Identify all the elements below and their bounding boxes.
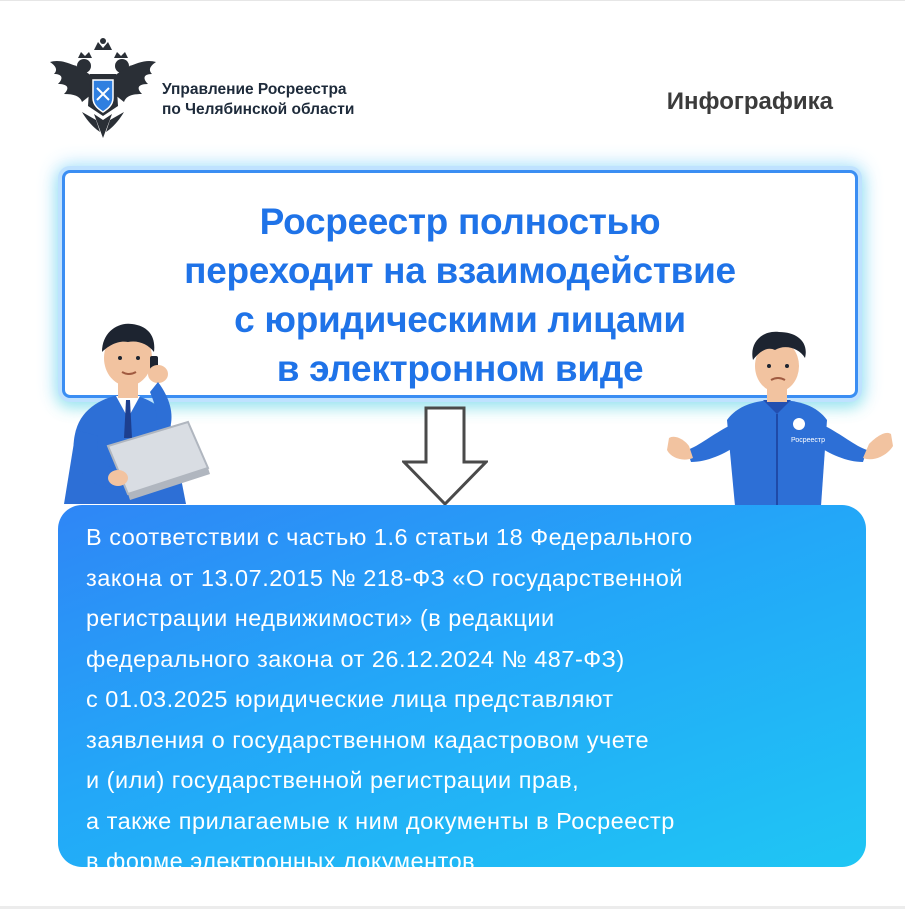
right-badge-text: Росреестр xyxy=(791,437,826,444)
info-text xyxy=(86,517,693,882)
down-arrow-icon xyxy=(402,406,488,506)
info-line-3: регистрации недвижимости» (в редакции xyxy=(86,605,555,631)
info-line-9: в форме электронных документов xyxy=(86,848,476,874)
info-panel xyxy=(58,505,866,874)
info-line-8: а также прилагаемые к ним документы в Росреестр xyxy=(86,807,675,834)
top-divider xyxy=(0,0,905,1)
org-line-2: по Челябинской области xyxy=(162,101,355,118)
organization-name xyxy=(162,80,354,120)
businessman-illustration-icon xyxy=(58,318,218,504)
org-line-1: Управление Росреестра xyxy=(162,81,347,98)
info-line-4: федерального закона от 26.12.2024 № 487-ФЗ) xyxy=(86,645,625,672)
eagle-emblem-icon xyxy=(48,36,158,140)
headline-line-2: переходит на взаимодействие xyxy=(184,250,736,291)
headline-line-1: Росреестр полностью xyxy=(259,201,661,242)
headline-line-3: с юридическими лицами xyxy=(234,299,686,340)
info-line-5: с 01.03.2025 юридические лица представляют xyxy=(86,686,614,712)
info-line-7: и (или) государственной регистрации прав, xyxy=(86,767,580,793)
info-line-6: заявления о государственном кадастровом учете xyxy=(86,726,650,753)
info-line-1: В соответствии с частью 1.6 статьи 18 Федерального xyxy=(86,524,693,550)
headline-line-4: в электронном виде xyxy=(276,348,644,389)
employee-illustration-icon xyxy=(665,330,895,506)
info-line-2: закона от 13.07.2015 № 218-ФЗ «О государственной xyxy=(86,564,683,591)
category-label: Инфографика xyxy=(666,88,833,115)
